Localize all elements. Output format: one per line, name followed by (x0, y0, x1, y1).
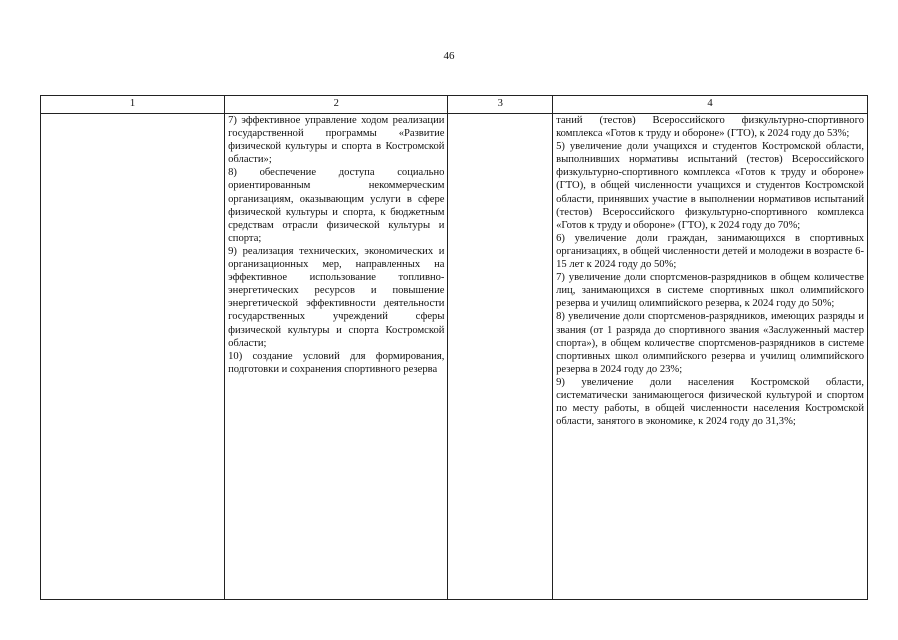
cell-column-1 (41, 114, 225, 600)
task-item-8: 8) обеспечение доступа социально ориентированным некоммерческим организациям, оказывающим услуги в сфере физической культуры и спорта, к бюджетным средствам отрасли физической культуры и спорта; (228, 167, 445, 244)
indicator-item-4-continued: таний (тестов) Всероссийского физкультурно-спортивного комплекса «Готов к труду и обороне» (ГТО), к 2024 году до 53%; (556, 115, 864, 140)
indicator-item-7: 7) увеличение доли спортсменов-разрядников в общем количестве лиц, занимающихся в системе спортивных школ олимпийского резерва и училищ олимпийского резерва, к 2024 году до 50%; (556, 272, 864, 310)
page-number: 46 (443, 50, 455, 62)
cell-column-3 (448, 114, 553, 600)
column-header-4: 4 (553, 96, 868, 114)
column-header-2: 2 (225, 96, 448, 114)
task-item-7: 7) эффективное управление ходом реализации государственной программы «Развитие физической культуры и спорта в Костромской области»; (228, 115, 445, 166)
indicator-item-8: 8) увеличение доли спортсменов-разрядников, имеющих разряды и звания (от 1 разряда до спортивного звания «Заслуженный мастер спорта»), в общем количестве спортсменов-разрядников в системе спортивных школ олимпийского резерва и училищ олимпийского резерва в 2024 году до 23%; (556, 311, 864, 375)
column-header-3: 3 (448, 96, 553, 114)
program-table (40, 95, 868, 600)
column-header-1: 1 (41, 96, 225, 114)
indicator-item-5: 5) увеличение доли учащихся и студентов Костромской области, выполнивших нормативы испытаний (тестов) Всероссийского физкультурно-спортивного комплекса «Готов к труду и обороне» (ГТО), в общей численности учащихся и студентов Костромской области, принявших участие в выполнении нормативов испытаний (тестов) Всероссийского физкультурно-спортивного комплекса «Готов к труду и обороне» (ГТО), к 2024 году до 70%; (556, 141, 864, 231)
task-item-10: 10) создание условий для формирования, подготовки и сохранения спортивного резерва (228, 350, 445, 375)
task-item-9: 9) реализация технических, экономических и организационных мер, направленных на эффективное использование топливно-энергетических ресурсов и повышение энергетической эффективности деятельности государственных учреждений сферы физической культуры и спорта Костромской области; (228, 245, 445, 349)
indicator-item-6: 6) увеличение доли граждан, занимающихся в спортивных организациях, в общей численности детей и молодежи в возрасте 6-15 лет к 2024 году до 50%; (556, 232, 864, 271)
cell-column-4 (553, 114, 868, 600)
table-row (41, 114, 868, 600)
cell-column-2 (225, 114, 448, 600)
table-header-row (41, 96, 868, 114)
indicator-item-9: 9) увеличение доли населения Костромской области, систематически занимающегося физической культурой и спортом по месту работы, в общей численности населения Костромской области, занятого в экономике, к 2024 году до 31,3%; (556, 376, 864, 428)
